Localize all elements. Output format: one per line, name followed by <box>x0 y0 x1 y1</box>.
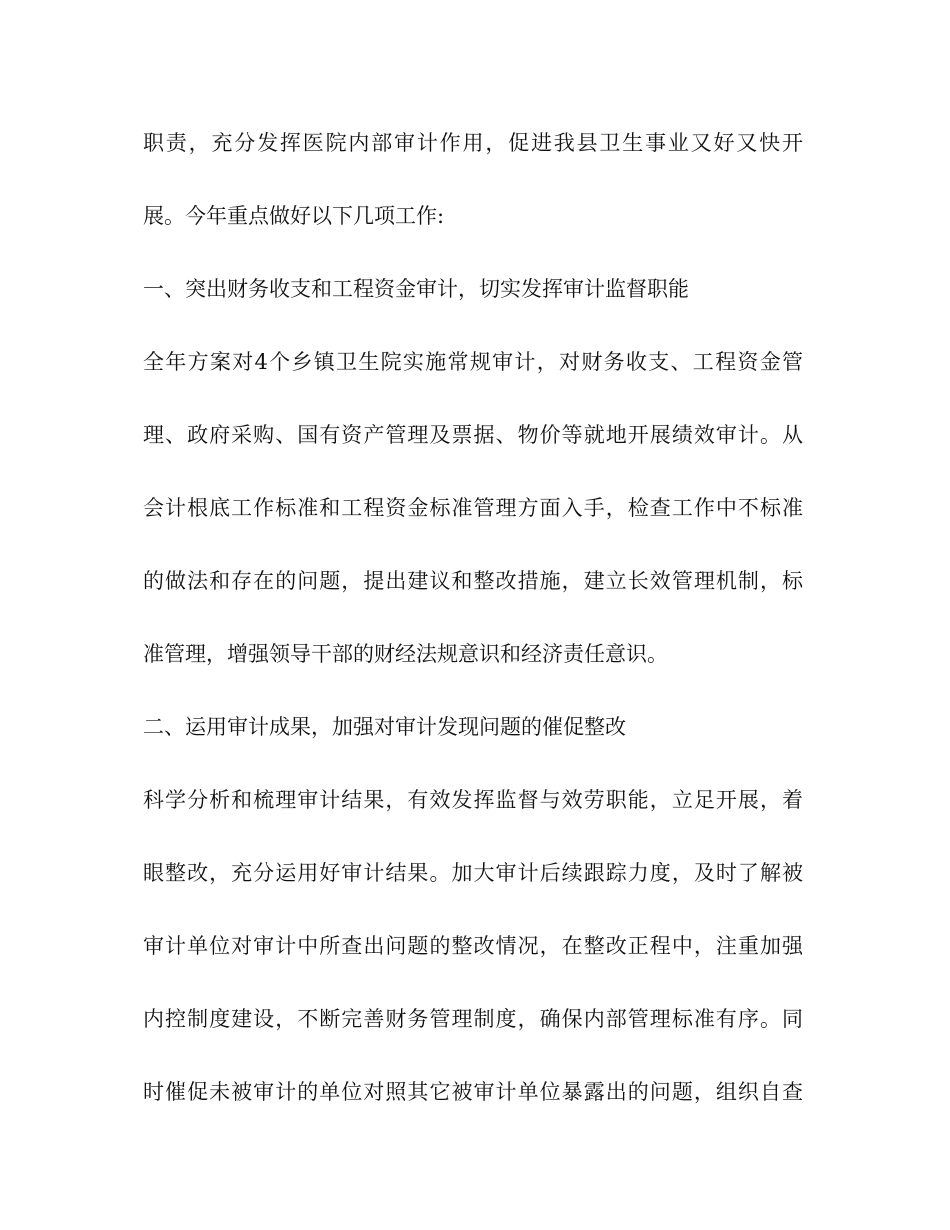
paragraph-line: 职责，充分发挥医院内部审计作用，促进我县卫生事业又好又快开 <box>143 131 803 155</box>
paragraph-line: 准管理，增强领导干部的财经法规意识和经济责任意识。 <box>143 642 668 666</box>
paragraph-line: 全年方案对4个乡镇卫生院实施常规审计，对财务收支、工程资金管 <box>143 350 803 374</box>
paragraph-line: 理、政府采购、国有资产管理及票据、物价等就地开展绩效审计。从 <box>143 423 803 447</box>
paragraph-line: 展。今年重点做好以下几项工作: <box>143 204 445 228</box>
paragraph-line: 的做法和存在的问题，提出建议和整改措施，建立长效管理机制，标 <box>143 569 803 593</box>
section-heading: 二、运用审计成果，加强对审计发现问题的催促整改 <box>143 715 626 739</box>
paragraph-line: 眼整改，充分运用好审计结果。加大审计后续跟踪力度，及时了解被 <box>143 861 803 885</box>
paragraph-line: 内控制度建设，不断完善财务管理制度，确保内部管理标准有序。同 <box>143 1007 803 1031</box>
paragraph-line: 时催促未被审计的单位对照其它被审计单位暴露出的问题，组织自查 <box>143 1080 803 1104</box>
paragraph-line: 科学分析和梳理审计结果，有效发挥监督与效劳职能，立足开展，着 <box>143 788 803 812</box>
section-heading: 一、突出财务收支和工程资金审计，切实发挥审计监督职能 <box>143 277 689 301</box>
paragraph-line: 审计单位对审计中所查出问题的整改情况，在整改正程中，注重加强 <box>143 934 803 958</box>
paragraph-line: 会计根底工作标准和工程资金标准管理方面入手，检查工作中不标准 <box>143 496 803 520</box>
